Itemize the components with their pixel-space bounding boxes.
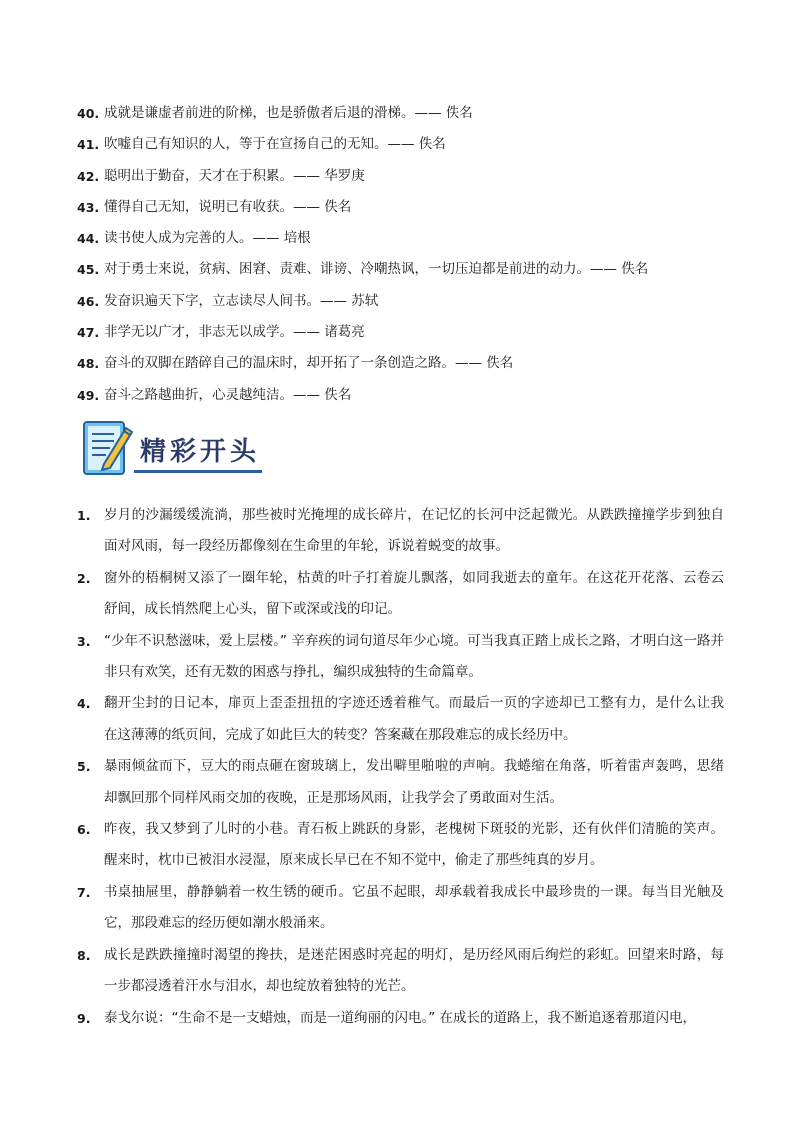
list-item	[0, 940, 794, 1003]
quote-text: 吹嘘自己有知识的人，等于在宣扬自己的无知。—— 佚名	[104, 136, 446, 153]
list-item	[0, 254, 794, 285]
paragraph-text: 岁月的沙漏缓缓流淌，那些被时光掩埋的成长碎片，在记忆的长河中泛起微光。从跌跌撞撞学步到独自面对风雨，每一段经历都像刻在生命里的年轮，诉说着蜕变的故事。	[104, 507, 724, 555]
item-number: 2.	[77, 570, 91, 586]
list-item	[0, 688, 794, 751]
list-item	[0, 751, 794, 814]
list-item	[0, 1003, 794, 1034]
item-number: 43.	[77, 199, 100, 215]
quote-text: 非学无以广才，非志无以成学。—— 诸葛亮	[104, 324, 365, 341]
item-number: 47.	[77, 325, 100, 341]
quote-list	[0, 98, 794, 411]
list-item	[0, 223, 794, 254]
quote-text: 聪明出于勤奋，天才在于积累。—— 华罗庚	[104, 167, 365, 184]
list-item	[0, 380, 794, 411]
section-header	[80, 418, 270, 480]
list-item	[0, 192, 794, 223]
notepad-pencil-icon	[80, 418, 136, 480]
paragraph-text: 暴雨倾盆而下，豆大的雨点砸在窗玻璃上，发出噼里啪啦的声响。我蜷缩在角落，听着雷声轰鸣，思绪却飘回那个同样风雨交加的夜晚，正是那场风雨，让我学会了勇敢面对生活。	[104, 758, 724, 806]
item-number: 48.	[77, 356, 100, 372]
item-number: 4.	[77, 696, 91, 712]
paragraph-list	[0, 500, 794, 1034]
list-item	[0, 129, 794, 160]
item-number: 46.	[77, 293, 100, 309]
item-number: 9.	[77, 1010, 91, 1026]
paragraph-text: “少年不识愁滋味，爱上层楼。” 辛弃疾的词句道尽年少心境。可当我真正踏上成长之路，才明白这一路并非只有欢笑，还有无数的困惑与挣扎，编织成独特的生命篇章。	[104, 632, 724, 681]
item-number: 45.	[77, 262, 100, 278]
list-item	[0, 814, 794, 877]
list-item	[0, 626, 794, 689]
quote-text: 读书使人成为完善的人。—— 培根	[104, 230, 311, 247]
quote-text: 发奋识遍天下字，立志读尽人间书。—— 苏轼	[104, 292, 379, 309]
item-number: 42.	[77, 168, 100, 184]
list-item	[0, 500, 794, 563]
item-number: 1.	[77, 508, 91, 523]
quote-text: 奋斗之路越曲折，心灵越纯洁。—— 佚名	[104, 386, 352, 403]
item-number: 8.	[77, 947, 91, 963]
quote-text: 懂得自己无知，说明已有收获。—— 佚名	[104, 198, 352, 215]
item-number: 7.	[77, 884, 91, 900]
item-number: 44.	[77, 231, 100, 247]
paragraph-text: 翻开尘封的日记本，扉页上歪歪扭扭的字迹还透着稚气。而最后一页的字迹却已工整有力，是什么让我在这薄薄的纸页间，完成了如此巨大的转变？答案藏在那段难忘的成长经历中。	[104, 695, 724, 743]
paragraph-text: 书桌抽屉里，静静躺着一枚生锈的硬币。它虽不起眼，却承载着我成长中最珍贵的一课。每当目光触及它，那段难忘的经历便如潮水般涌来。	[104, 883, 724, 932]
quote-text: 奋斗的双脚在踏碎自己的温床时，却开拓了一条创造之路。—— 佚名	[104, 355, 514, 372]
list-item	[0, 98, 794, 129]
section-underline	[134, 470, 262, 473]
list-item	[0, 563, 794, 626]
item-number: 5.	[77, 759, 91, 775]
quote-text: 对于勇士来说，贫病、困窘、责难、诽谤、冷嘲热讽，一切压迫都是前进的动力。—— 佚名	[104, 261, 649, 278]
list-item	[0, 317, 794, 348]
paragraph-text: 泰戈尔说：“生命不是一支蜡烛，而是一道绚丽的闪电。” 在成长的道路上，我不断追逐着那道闪电，	[104, 1009, 697, 1026]
item-number: 3.	[77, 633, 91, 649]
list-item	[0, 348, 794, 379]
item-number: 40.	[77, 106, 100, 121]
quote-text: 成就是谦虚者前进的阶梯，也是骄傲者后退的滑梯。—— 佚名	[104, 105, 473, 121]
paragraph-text: 昨夜，我又梦到了儿时的小巷。青石板上跳跃的身影，老槐树下斑驳的光影，还有伙伴们清脆的笑声。醒来时，枕巾已被泪水浸湿，原来成长早已在不知不觉中，偷走了那些纯真的岁月。	[104, 821, 724, 869]
list-item	[0, 286, 794, 317]
item-number: 41.	[77, 137, 100, 153]
item-number: 49.	[77, 387, 100, 403]
item-number: 6.	[77, 822, 91, 838]
list-item	[0, 877, 794, 940]
list-item	[0, 161, 794, 192]
paragraph-text: 窗外的梧桐树又添了一圈年轮，枯黄的叶子打着旋儿飘落，如同我逝去的童年。在这花开花落、云卷云舒间，成长悄然爬上心头，留下或深或浅的印记。	[104, 569, 724, 618]
paragraph-text: 成长是跌跌撞撞时渴望的搀扶，是迷茫困惑时亮起的明灯，是历经风雨后绚烂的彩虹。回望来时路，每一步都浸透着汗水与泪水，却也绽放着独特的光芒。	[104, 946, 724, 995]
section-title: 精彩开头	[140, 437, 261, 467]
